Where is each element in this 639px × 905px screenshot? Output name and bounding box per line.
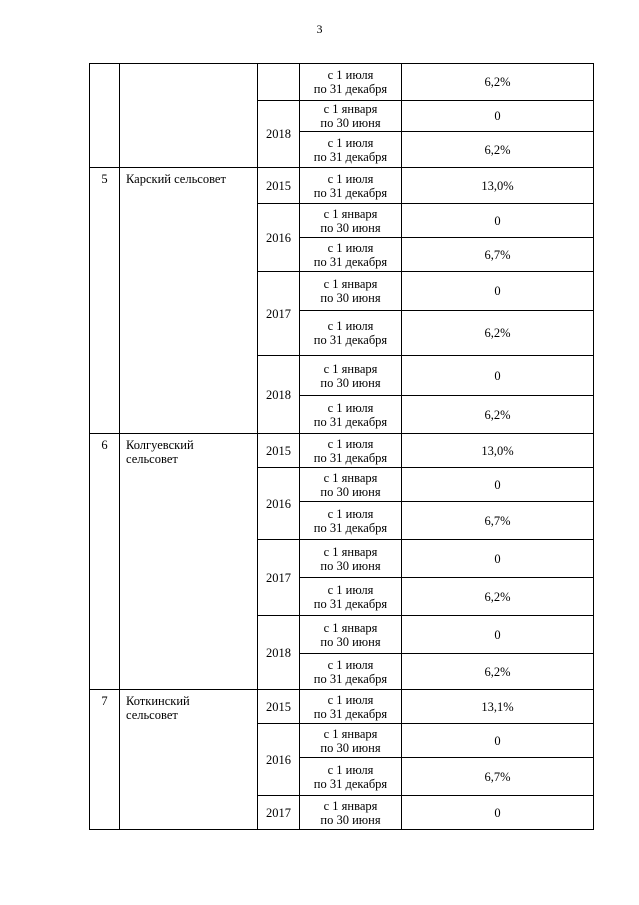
period-label-text: с 1 января по 30 июня <box>320 544 381 573</box>
rate-value <box>402 690 593 723</box>
period-label-text: с 1 января по 30 июня <box>320 470 381 499</box>
year-cell-text: 2018 <box>266 645 291 660</box>
period-label <box>300 64 401 100</box>
municipality-name-text: Карский сельсовет <box>126 172 226 186</box>
period-label-text: с 1 июля по 31 декабря <box>313 436 388 465</box>
period-label <box>300 654 401 689</box>
rate-value-text: 0 <box>494 477 501 492</box>
rate-value <box>402 204 593 237</box>
year-cell-text: 2015 <box>266 178 291 193</box>
rate-value <box>402 502 593 539</box>
period-label-text: с 1 июля по 31 декабря <box>313 400 388 429</box>
rate-value-text: 0 <box>494 368 501 383</box>
rate-value-text: 0 <box>494 213 501 228</box>
year-cell-text: 2016 <box>266 752 291 767</box>
period-label <box>300 796 401 829</box>
page-number: 3 <box>316 22 323 36</box>
rate-value-text: 0 <box>494 627 501 642</box>
period-label <box>300 272 401 310</box>
municipality-name <box>120 434 257 689</box>
year-cell <box>258 101 299 167</box>
row-number <box>90 690 119 829</box>
rate-value <box>402 724 593 757</box>
rate-value-text: 13,0% <box>481 178 514 193</box>
rate-value-text: 0 <box>494 551 501 566</box>
rate-value-text: 6,7% <box>484 247 511 262</box>
period-label <box>300 724 401 757</box>
period-label <box>300 616 401 653</box>
year-cell <box>258 796 299 829</box>
rate-value <box>402 356 593 395</box>
rate-value <box>402 168 593 203</box>
period-label <box>300 101 401 131</box>
period-label-text: с 1 июля по 31 декабря <box>313 506 388 535</box>
rate-value <box>402 616 593 653</box>
rate-value <box>402 468 593 501</box>
year-cell-text: 2016 <box>266 230 291 245</box>
period-label-text: с 1 января по 30 июня <box>320 726 381 755</box>
period-label <box>300 468 401 501</box>
rate-value <box>402 540 593 577</box>
table-rule <box>593 63 594 830</box>
period-label <box>300 502 401 539</box>
year-cell <box>258 272 299 355</box>
rate-value-text: 6,2% <box>484 664 511 679</box>
rate-value <box>402 132 593 167</box>
year-cell-text: 2017 <box>266 570 291 585</box>
rate-value-text: 13,1% <box>481 699 514 714</box>
rate-value-text: 13,0% <box>481 443 514 458</box>
rate-value-text: 6,7% <box>484 769 511 784</box>
year-cell-text: 2017 <box>266 805 291 820</box>
period-label-text: с 1 января по 30 июня <box>320 102 381 130</box>
rate-value <box>402 238 593 271</box>
rate-value-text: 6,2% <box>484 75 511 89</box>
rate-value-text: 0 <box>494 733 501 748</box>
period-label-text: с 1 июля по 31 декабря <box>313 68 388 96</box>
rate-value <box>402 796 593 829</box>
year-cell-text: 2015 <box>266 699 291 714</box>
year-cell <box>258 204 299 271</box>
year-cell <box>258 64 299 100</box>
rate-value-text: 6,2% <box>484 142 511 157</box>
year-cell <box>258 690 299 723</box>
period-label <box>300 204 401 237</box>
rate-value <box>402 654 593 689</box>
period-label-text: с 1 июля по 31 декабря <box>313 171 388 200</box>
period-label-text: с 1 июля по 31 декабря <box>313 762 388 791</box>
year-cell <box>258 540 299 615</box>
period-label <box>300 758 401 795</box>
rate-value <box>402 434 593 467</box>
period-label <box>300 396 401 433</box>
municipality-name <box>120 690 257 829</box>
rate-value <box>402 101 593 131</box>
rate-value <box>402 311 593 355</box>
rate-value-text: 6,2% <box>484 326 511 340</box>
table-rule <box>299 829 594 830</box>
period-label <box>300 132 401 167</box>
rate-value-text: 6,2% <box>484 589 511 604</box>
period-label <box>300 578 401 615</box>
municipality-name-text: Коткинский сельсовет <box>126 694 190 722</box>
rate-value <box>402 758 593 795</box>
period-label-text: с 1 июля по 31 декабря <box>313 135 388 164</box>
municipality-name <box>120 168 257 433</box>
period-label <box>300 356 401 395</box>
period-label-text: с 1 января по 30 июня <box>320 798 381 827</box>
period-label-text: с 1 января по 30 июня <box>320 620 381 649</box>
year-cell <box>258 724 299 795</box>
year-cell <box>258 356 299 433</box>
row-number-text: 5 <box>101 172 108 186</box>
period-label-text: с 1 июля по 31 декабря <box>313 692 388 721</box>
rate-value-text: 0 <box>494 805 501 820</box>
period-label-text: с 1 января по 30 июня <box>320 361 381 390</box>
period-label <box>300 238 401 271</box>
table-rule <box>89 829 258 830</box>
period-label-text: с 1 июля по 31 декабря <box>313 240 388 269</box>
year-cell-text: 2016 <box>266 496 291 511</box>
table-rule <box>257 829 300 830</box>
year-cell-text: 2017 <box>266 306 291 321</box>
row-number <box>90 168 119 433</box>
period-label <box>300 434 401 467</box>
period-label-text: с 1 июля по 31 декабря <box>313 657 388 686</box>
period-label-text: с 1 января по 30 июня <box>320 206 381 235</box>
rate-value-text: 0 <box>494 284 501 298</box>
period-label <box>300 311 401 355</box>
period-label-text: с 1 июля по 31 декабря <box>313 582 388 611</box>
municipality-name-text: Колгуевский сельсовет <box>126 438 194 466</box>
rate-value <box>402 272 593 310</box>
period-label <box>300 690 401 723</box>
row-number <box>90 434 119 689</box>
year-cell-text: 2015 <box>266 443 291 458</box>
year-cell-text: 2018 <box>266 127 291 141</box>
year-cell <box>258 168 299 203</box>
period-label-text: с 1 июля по 31 декабря <box>313 319 388 347</box>
year-cell <box>258 616 299 689</box>
year-cell <box>258 468 299 539</box>
municipality-name <box>120 64 257 167</box>
row-number-text: 7 <box>101 694 108 708</box>
rate-value-text: 6,2% <box>484 407 511 422</box>
year-cell <box>258 434 299 467</box>
rate-value-text: 6,7% <box>484 513 511 528</box>
year-cell-text: 2018 <box>266 387 291 402</box>
period-label <box>300 540 401 577</box>
rate-value <box>402 578 593 615</box>
row-number-text: 6 <box>101 438 108 452</box>
rate-value <box>402 64 593 100</box>
rate-value <box>402 396 593 433</box>
rate-value-text: 0 <box>494 109 501 123</box>
row-number <box>90 64 119 167</box>
period-label <box>300 168 401 203</box>
period-label-text: с 1 января по 30 июня <box>320 277 381 305</box>
